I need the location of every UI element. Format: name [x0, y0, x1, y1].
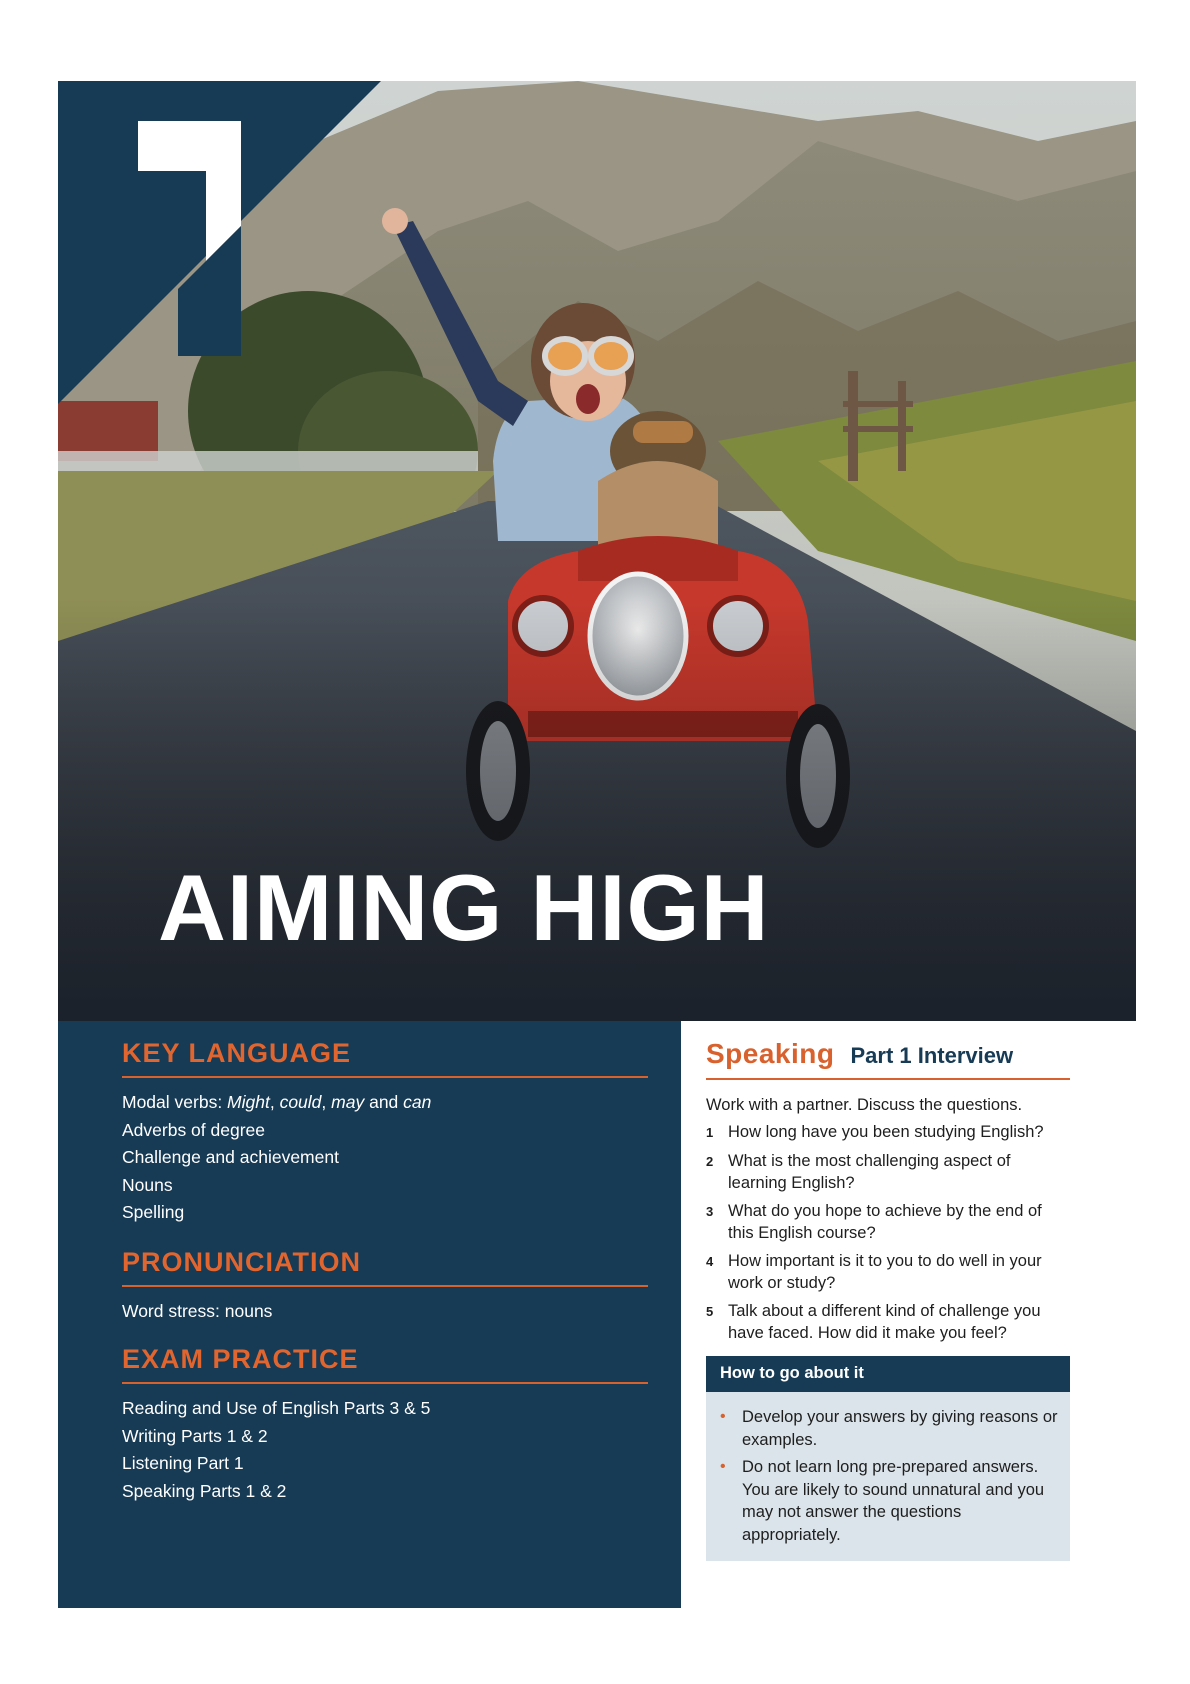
question-item [706, 1300, 1070, 1344]
speaking-header [706, 1038, 1070, 1080]
tip-item [720, 1406, 1058, 1451]
list-item: Nouns [122, 1174, 173, 1195]
question-number: 5 [706, 1304, 714, 1319]
question-number: 3 [706, 1204, 714, 1219]
question-number: 1 [706, 1125, 714, 1140]
question-text: What do you hope to achieve by the end of this English course? [728, 1202, 1042, 1242]
question-item [706, 1200, 1070, 1244]
pronunciation-section [122, 1249, 648, 1326]
how-to-heading: How to go about it [706, 1356, 1070, 1392]
question-number: 4 [706, 1254, 714, 1269]
question-text: Talk about a different kind of challenge you have faced. How did it make you feel? [728, 1302, 1041, 1342]
exam-practice-heading: EXAM PRACTICE [122, 1346, 648, 1384]
list-item: Writing Parts 1 & 2 [122, 1425, 268, 1446]
unit-overview-panel [58, 1021, 681, 1608]
list-item: Challenge and achievement [122, 1147, 339, 1167]
tip-text: Develop your answers by giving reasons or examples. [742, 1408, 1058, 1449]
key-language-heading: KEY LANGUAGE [122, 1040, 648, 1078]
tip-item [720, 1456, 1058, 1546]
bullet-icon: • [720, 1408, 726, 1425]
list-item: Word stress: nouns [122, 1301, 273, 1321]
exam-practice-list [122, 1395, 648, 1505]
unit-title: AIMING HIGH [158, 855, 770, 960]
question-number: 2 [706, 1154, 714, 1169]
bullet-icon: • [720, 1458, 726, 1475]
key-language-section [122, 1040, 648, 1227]
question-text: How long have you been studying English? [728, 1123, 1044, 1141]
speaking-instruction: Work with a partner. Discuss the questions. [706, 1096, 1023, 1114]
how-to-list [706, 1392, 1070, 1561]
question-item [706, 1250, 1070, 1294]
pronunciation-list [122, 1298, 648, 1326]
question-item [706, 1150, 1070, 1194]
list-item: Adverbs of degree [122, 1119, 266, 1140]
list-item: Reading and Use of English Parts 3 & 5 [122, 1398, 431, 1418]
hero-banner [58, 81, 1136, 1021]
question-list [706, 1121, 1070, 1344]
pronunciation-heading: PRONUNCIATION [122, 1249, 648, 1287]
tip-text: Do not learn long pre-prepared answers. You are likely to sound unnatural and you may not answer the questions appropriately. [742, 1458, 1045, 1544]
list-item: Modal verbs: Might, could, may and can [122, 1092, 432, 1112]
how-to-box [706, 1356, 1070, 1561]
question-item [706, 1121, 1070, 1144]
list-item: Spelling [122, 1202, 185, 1222]
speaking-title: Speaking [706, 1038, 835, 1069]
question-text: What is the most challenging aspect of learning English? [728, 1152, 1011, 1192]
list-item: Listening Part 1 [122, 1453, 244, 1473]
key-language-list [122, 1089, 648, 1227]
list-item: Speaking Parts 1 & 2 [122, 1480, 287, 1501]
exam-practice-section [122, 1346, 648, 1505]
speaking-subtitle: Part 1 Interview [850, 1043, 1014, 1068]
speaking-section [706, 1038, 1070, 1561]
question-text: How important is it to you to do well in your work or study? [728, 1252, 1042, 1292]
